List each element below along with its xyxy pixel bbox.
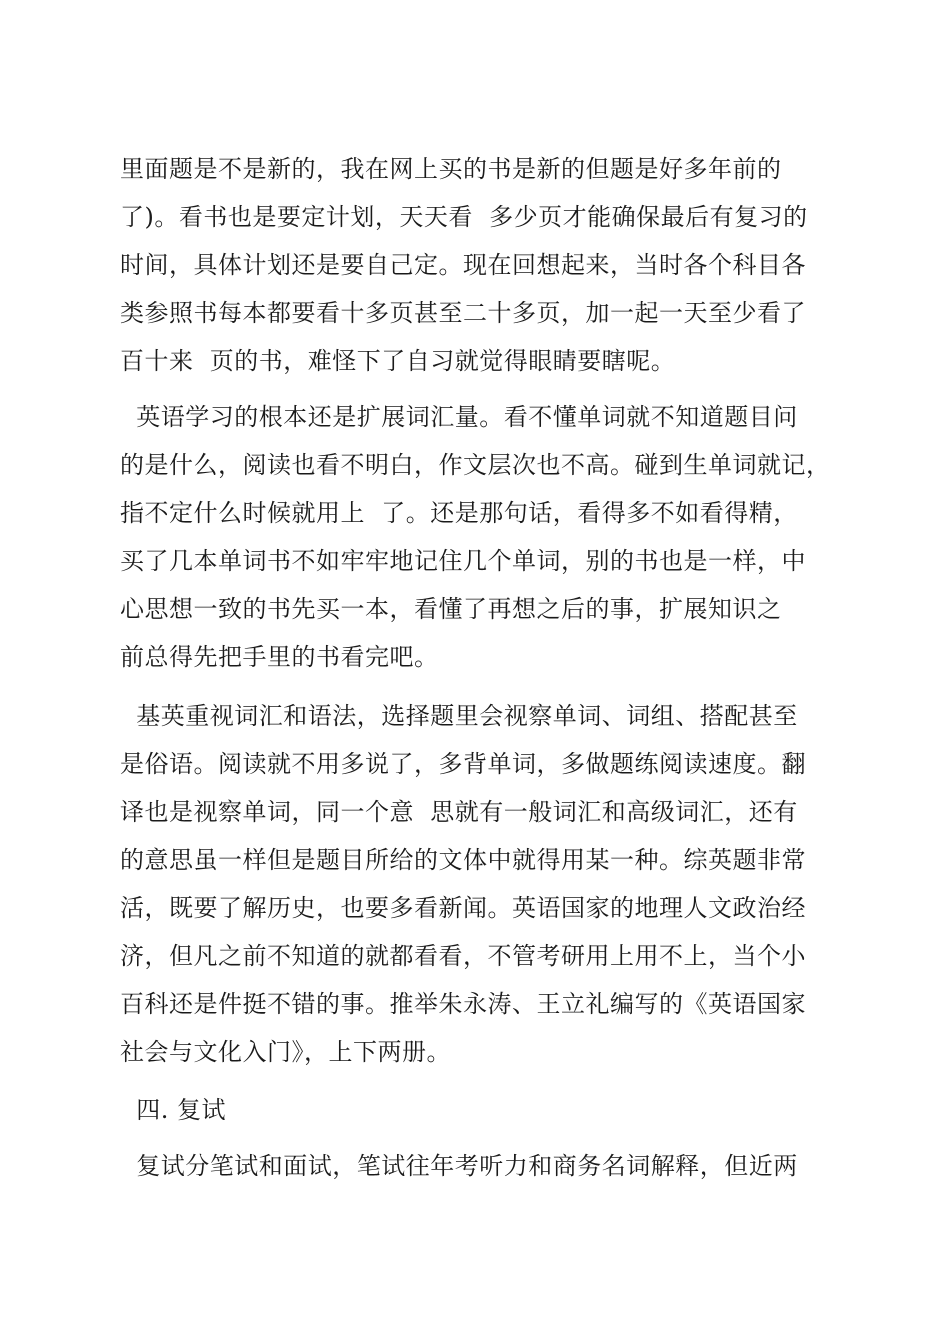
text-line: 心思想一致的书先买一本，看懂了再想之后的事，扩展知识之 (120, 595, 782, 623)
text-line: 的意思虽一样但是题目所给的文体中就得用某一种。综英题非常 (120, 846, 806, 874)
text-line: 指不定什么时候就用上 了。还是那句话，看得多不如看得精， (120, 499, 798, 527)
text-line: 基英重视词汇和语法，选择题里会视察单词、词组、搭配甚至 (120, 702, 798, 730)
text-line: 是俗语。阅读就不用多说了，多背单词，多做题练阅读速度。翻 (120, 750, 806, 778)
section-heading: 四. 复试 (120, 1096, 227, 1124)
text-line: 济，但凡之前不知道的就都看看，不管考研用上用不上，当个小 (120, 942, 806, 970)
text-line: 前总得先把手里的书看完吧。 (120, 643, 439, 671)
text-line: 百十来 页的书，难怪下了自习就觉得眼睛要瞎呢。 (120, 347, 676, 375)
text-line: 的是什么，阅读也看不明白，作文层次也不高。碰到生单词就记， (120, 451, 831, 479)
text-line: 百科还是件挺不错的事。推举朱永涛、王立礼编写的《英语国家 (120, 990, 806, 1018)
text-line: 社会与文化入门》，上下两册。 (120, 1038, 451, 1066)
text-line: 复试分笔试和面试，笔试往年考听力和商务名词解释，但近两 (120, 1152, 798, 1180)
text-line: 译也是视察单词，同一个意 思就有一般词汇和高级词汇，还有 (120, 798, 798, 826)
text-line: 了)。看书也是要定计划，天天看 多少页才能确保最后有复习的 (120, 203, 808, 231)
text-line: 买了几本单词书不如牢牢地记住几个单词，别的书也是一样，中 (120, 547, 806, 575)
text-line: 类参照书每本都要看十多页甚至二十多页，加一起一天至少看了 (120, 299, 806, 327)
text-line: 活，既要了解历史，也要多看新闻。英语国家的地理人文政治经 (120, 894, 806, 922)
text-line: 里面题是不是新的，我在网上买的书是新的但题是好多年前的 (120, 155, 782, 183)
text-line: 英语学习的根本还是扩展词汇量。看不懂单词就不知道题目问 (120, 403, 798, 431)
text-line: 时间，具体计划还是要自己定。现在回想起来，当时各个科目各 (120, 251, 806, 279)
